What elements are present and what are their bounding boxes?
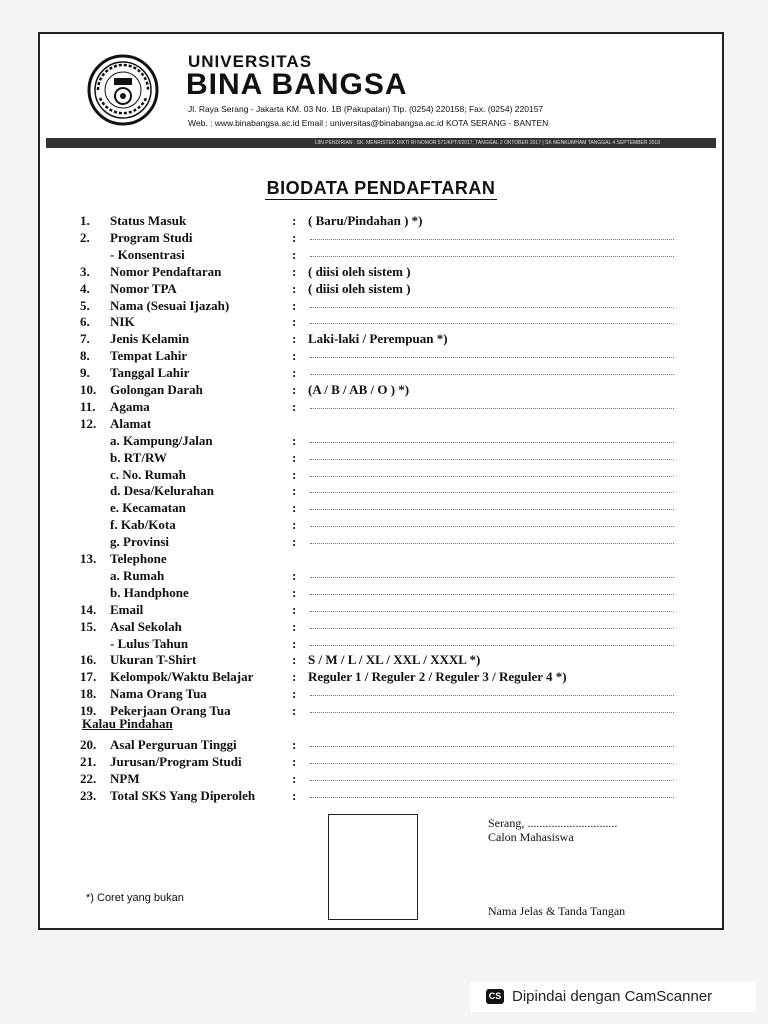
form-row [80, 415, 680, 432]
field-label: Nomor TPA [110, 280, 177, 296]
field-value: ( Baru/Pindahan ) *) [308, 213, 423, 228]
field-number: 7. [80, 331, 90, 347]
university-web-email: Web. : www.binabangsa.ac.id Email : universitas@binabangsa.ac.id KOTA SERANG - BANTEN [188, 118, 549, 128]
field-fill-line[interactable] [310, 509, 674, 510]
signature-label: Nama Jelas & Tanda Tangan [488, 904, 626, 918]
field-fill-line[interactable] [310, 797, 674, 798]
camscanner-badge [470, 982, 756, 1012]
field-label: d. Desa/Kelurahan [110, 483, 215, 499]
form-row [80, 280, 680, 297]
field-label: a. Kampung/Jalan [110, 432, 213, 448]
form-row [80, 787, 680, 804]
form-row [80, 432, 680, 449]
document-title-wrap [40, 178, 722, 199]
field-number: 14. [80, 601, 97, 617]
field-number: 13. [80, 551, 97, 566]
form-row [80, 736, 680, 753]
field-colon: : [292, 229, 297, 245]
form-row [80, 753, 680, 770]
form-row [80, 685, 680, 702]
field-label: - Konsentrasi [110, 246, 185, 262]
field-label: Telephone [110, 551, 167, 566]
transfer-section-heading: Kalau Pindahan [82, 716, 173, 731]
field-label: Total SKS Yang Diperoleh [110, 787, 256, 803]
form-row [80, 668, 680, 685]
field-fill-line[interactable] [310, 543, 674, 544]
field-value: ( diisi oleh sistem ) [308, 263, 411, 279]
field-label: e. Kecamatan [110, 500, 186, 516]
field-fill-line[interactable] [310, 526, 674, 527]
field-colon: : [292, 500, 297, 516]
form-row [80, 297, 680, 314]
field-label: Asal Perguruan Tinggi [110, 736, 237, 752]
field-fill-line[interactable] [310, 645, 674, 646]
field-number: 15. [80, 618, 97, 634]
field-fill-line[interactable] [310, 763, 674, 764]
field-colon: : [292, 652, 297, 668]
university-seal-logo [84, 54, 162, 126]
field-label: Golongan Darah [110, 382, 203, 397]
field-colon: : [292, 567, 297, 583]
field-colon: : [292, 703, 297, 719]
field-value: (A / B / AB / O ) *) [308, 382, 410, 397]
field-fill-line[interactable] [310, 712, 674, 713]
field-colon: : [292, 280, 297, 296]
header-divider-bar: IJIN PENDIRIAN : SK. MENRISTEK DIKTI RI NOMOR 571/KPT/I/2017, TANGGAL 2 OKTOBER 2017 | SK MENKUMHAM TANGGAL 4 SEPTEMBER 2018 [46, 138, 716, 148]
document-title: BIODATA PENDAFTARAN [266, 178, 496, 198]
field-colon: : [292, 618, 297, 634]
field-fill-line[interactable] [310, 307, 674, 308]
form-row [80, 651, 680, 668]
university-address: Jl. Raya Serang - Jakarta KM. 03 No. 1B (Pakupatan) Tlp. (0254) 220158; Fax. (0254) 220157 [188, 104, 544, 114]
field-value: Reguler 1 / Reguler 2 / Reguler 3 / Reguler 4 *) [308, 669, 567, 685]
field-fill-line[interactable] [310, 459, 674, 460]
footnote: *) Coret yang bukan [86, 892, 184, 904]
field-colon: : [292, 517, 297, 533]
form-row [80, 263, 680, 280]
field-label: Nama (Sesuai Ijazah) [110, 297, 230, 313]
field-fill-line[interactable] [310, 577, 674, 578]
field-colon: : [292, 263, 297, 279]
field-colon: : [292, 365, 297, 381]
form-row [80, 229, 680, 246]
field-fill-line[interactable] [310, 594, 674, 595]
field-fill-line[interactable] [310, 408, 674, 409]
form-row [80, 499, 680, 516]
form-row [80, 516, 680, 533]
registration-form-sheet [38, 32, 724, 930]
camscanner-text: Dipindai dengan CamScanner [512, 988, 713, 1005]
field-label: c. No. Rumah [110, 466, 186, 482]
field-number: 19. [80, 703, 97, 719]
university-name: BINA BANGSA [186, 68, 408, 101]
field-number: 2. [80, 229, 90, 245]
field-value: Laki-laki / Perempuan *) [308, 331, 448, 347]
field-number: 20. [80, 736, 97, 752]
camscanner-icon: CS [486, 989, 504, 1004]
field-colon: : [292, 314, 297, 330]
field-number: 11. [80, 398, 96, 414]
field-number: 12. [80, 415, 97, 431]
form-row [80, 567, 680, 584]
field-label: NIK [110, 314, 135, 330]
field-fill-line[interactable] [310, 780, 674, 781]
form-row [80, 533, 680, 550]
field-fill-line[interactable] [310, 442, 674, 443]
field-label: b. Handphone [110, 584, 189, 600]
field-label: Tanggal Lahir [110, 365, 190, 381]
field-colon: : [292, 584, 297, 600]
field-fill-line[interactable] [310, 239, 674, 240]
field-label: Tempat Lahir [110, 348, 188, 364]
field-label: b. RT/RW [110, 449, 167, 465]
applicant-label: Calon Mahasiswa [488, 830, 574, 844]
field-fill-line[interactable] [310, 746, 674, 747]
field-colon: : [292, 348, 297, 364]
field-fill-line[interactable] [310, 695, 674, 696]
field-fill-line[interactable] [310, 611, 674, 612]
field-number: 22. [80, 770, 97, 786]
field-fill-line[interactable] [310, 476, 674, 477]
photo-box [328, 814, 418, 920]
field-colon: : [292, 466, 297, 482]
form-row [80, 347, 680, 364]
form-row [80, 618, 680, 635]
field-label: - Lulus Tahun [110, 635, 189, 651]
field-number: 4. [80, 280, 90, 296]
field-label: Kelompok/Waktu Belajar [110, 669, 254, 685]
university-label: UNIVERSITAS [188, 52, 313, 71]
field-label: Email [110, 601, 144, 617]
field-number: 3. [80, 263, 90, 279]
field-label: Ukuran T-Shirt [110, 652, 197, 668]
field-fill-line[interactable] [310, 492, 674, 493]
field-number: 10. [80, 382, 97, 397]
field-label: a. Rumah [110, 567, 165, 583]
field-colon: : [292, 736, 297, 752]
field-colon: : [292, 297, 297, 313]
form-row [80, 601, 680, 618]
form-row [80, 381, 680, 398]
field-number: 18. [80, 686, 97, 702]
field-colon: : [292, 686, 297, 702]
form-row [80, 550, 680, 567]
field-colon: : [292, 432, 297, 448]
field-number: 9. [80, 365, 90, 381]
field-colon: : [292, 669, 297, 685]
field-number: 1. [80, 213, 90, 228]
field-value: ( diisi oleh sistem ) [308, 280, 411, 296]
field-number: 8. [80, 348, 90, 364]
field-colon: : [292, 331, 297, 347]
field-colon: : [292, 246, 297, 262]
field-label: Alamat [110, 415, 152, 431]
form-row [80, 635, 680, 652]
field-label: Jenis Kelamin [110, 331, 190, 347]
field-fill-line[interactable] [310, 357, 674, 358]
field-fill-line[interactable] [310, 256, 674, 257]
field-label: Program Studi [110, 229, 193, 245]
form-row [80, 482, 680, 499]
form-row [80, 364, 680, 381]
form-row [80, 466, 680, 483]
field-label: Jurusan/Program Studi [110, 753, 242, 769]
field-number: 6. [80, 314, 90, 330]
field-colon: : [292, 213, 297, 228]
field-label: Nomor Pendaftaran [110, 263, 222, 279]
field-label: f. Kab/Kota [110, 517, 176, 533]
field-label: Status Masuk [110, 213, 187, 228]
field-number: 17. [80, 669, 97, 685]
field-number: 16. [80, 652, 97, 668]
field-colon: : [292, 753, 297, 769]
form-row [80, 212, 680, 229]
form-row [80, 398, 680, 415]
place-date-line: Serang, .............................. [488, 816, 618, 830]
field-colon: : [292, 483, 297, 499]
field-label: Agama [110, 398, 150, 414]
field-colon: : [292, 601, 297, 617]
form-row [80, 313, 680, 330]
field-number: 5. [80, 297, 90, 313]
field-label: g. Provinsi [110, 534, 169, 550]
form-row [80, 770, 680, 787]
field-number: 23. [80, 787, 97, 803]
field-label: Asal Sekolah [110, 618, 182, 634]
field-number: 21. [80, 753, 97, 769]
field-value: S / M / L / XL / XXL / XXXL *) [308, 652, 481, 668]
field-colon: : [292, 398, 297, 414]
field-label: NPM [110, 770, 140, 786]
form-row [80, 330, 680, 347]
field-fill-line[interactable] [310, 374, 674, 375]
field-colon: : [292, 534, 297, 550]
form-row [80, 449, 680, 466]
form-row [80, 584, 680, 601]
field-colon: : [292, 787, 297, 803]
field-fill-line[interactable] [310, 323, 674, 324]
field-colon: : [292, 635, 297, 651]
field-colon: : [292, 449, 297, 465]
field-colon: : [292, 382, 297, 397]
field-label: Nama Orang Tua [110, 686, 207, 702]
field-fill-line[interactable] [310, 628, 674, 629]
field-label: Pekerjaan Orang Tua [110, 703, 231, 719]
form-row [80, 246, 680, 263]
field-colon: : [292, 770, 297, 786]
